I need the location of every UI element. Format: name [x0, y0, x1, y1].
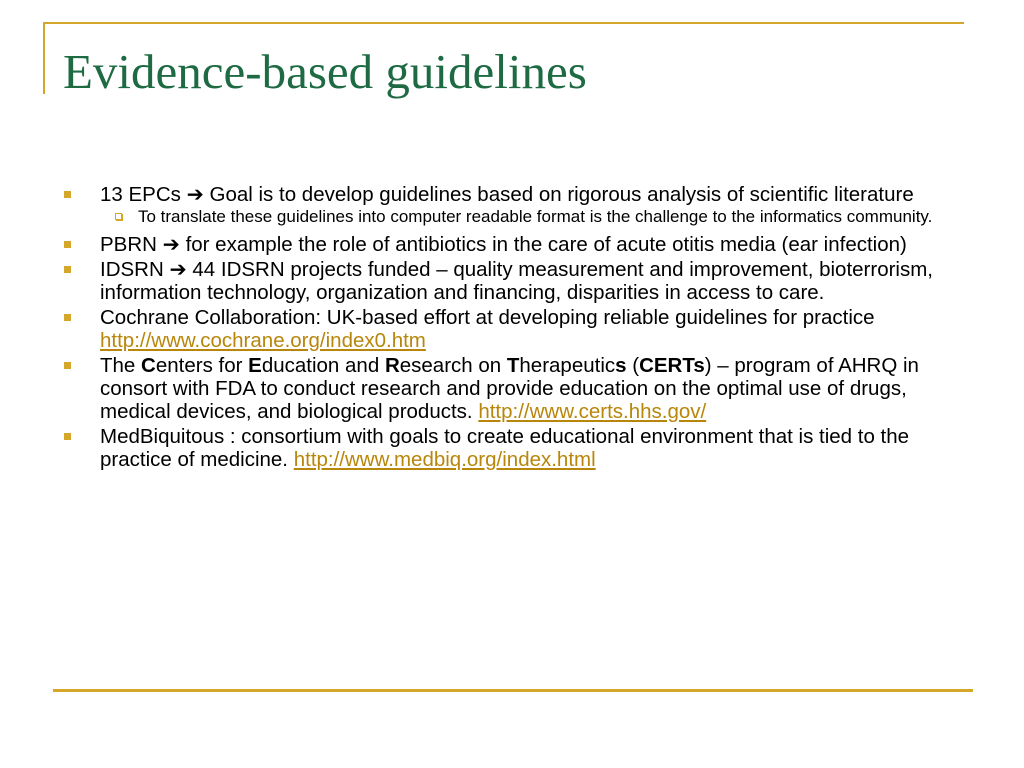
bullet-pbrn: [60, 233, 960, 256]
hollow-square-bullet-icon: [115, 213, 122, 220]
certs-bold-letter: R: [384, 354, 400, 377]
certs-text-part: enters for: [155, 354, 249, 377]
frame-top-rule: [43, 22, 964, 24]
slide-content: [60, 183, 960, 473]
right-arrow-icon: ➔: [186, 182, 204, 206]
bullet-text: for example the role of antibiotics in the care of acute otitis media (ear infection): [185, 233, 907, 256]
certs-text-part: (: [626, 354, 640, 377]
cochrane-link[interactable]: http://www.cochrane.org/index0.htm: [100, 329, 426, 352]
sub-bullet-list: [100, 207, 960, 227]
bullet-text: 44 IDSRN projects funded – quality measurement and improvement, bioterrorism, information technology, organization and financing, disparities in access to care.: [100, 258, 934, 304]
frame-left-rule: [43, 22, 45, 94]
certs-bold-letter: T: [506, 354, 520, 377]
right-arrow-icon: ➔: [162, 232, 180, 256]
certs-text-part: ) – program of AHRQ in consort with FDA to conduct research and provide education on the optimal use of drugs, medical devices, and biological products.: [100, 354, 919, 423]
sub-bullet-item: [100, 207, 960, 227]
square-bullet-icon: [64, 314, 71, 321]
medbiq-link[interactable]: http://www.medbiq.org/index.html: [293, 448, 596, 471]
certs-text-part: ducation and: [261, 354, 385, 377]
certs-bold-letter: C: [141, 354, 156, 377]
right-arrow-icon: ➔: [169, 257, 187, 281]
square-bullet-icon: [64, 362, 71, 369]
bullet-lead: IDSRN: [100, 258, 164, 281]
frame-bottom-rule: [53, 689, 973, 692]
certs-bold-letter: s: [615, 354, 627, 377]
bullet-list: [60, 183, 960, 471]
bullet-text: Goal is to develop guidelines based on rigorous analysis of scientific literature: [209, 183, 914, 206]
bullet-lead: PBRN: [100, 233, 157, 256]
sub-bullet-text: To translate these guidelines into computer readable format is the challenge to the informatics community.: [138, 207, 933, 226]
certs-text-part: esearch on: [399, 354, 507, 377]
slide-title: Evidence-based guidelines: [63, 44, 587, 99]
bullet-cochrane: [60, 306, 960, 352]
bullet-medbiquitous: [60, 425, 960, 471]
bullet-idsrn: [60, 258, 960, 304]
bullet-text: MedBiquitous : consortium with goals to create educational environment that is tied to the practice of medicine.: [100, 425, 910, 471]
bullet-text: Cochrane Collaboration: UK-based effort at developing reliable guidelines for practice: [100, 306, 875, 329]
certs-text-part: herapeutic: [519, 354, 616, 377]
bullet-lead: 13 EPCs: [100, 183, 181, 206]
square-bullet-icon: [64, 266, 71, 273]
bullet-certs: [60, 354, 960, 423]
bullet-epcs: [60, 183, 960, 227]
certs-text-part: The: [100, 354, 142, 377]
certs-acronym: CERTs: [639, 354, 705, 377]
square-bullet-icon: [64, 241, 71, 248]
certs-bold-letter: E: [248, 354, 262, 377]
square-bullet-icon: [64, 191, 71, 198]
certs-link[interactable]: http://www.certs.hhs.gov/: [478, 400, 707, 423]
square-bullet-icon: [64, 433, 71, 440]
